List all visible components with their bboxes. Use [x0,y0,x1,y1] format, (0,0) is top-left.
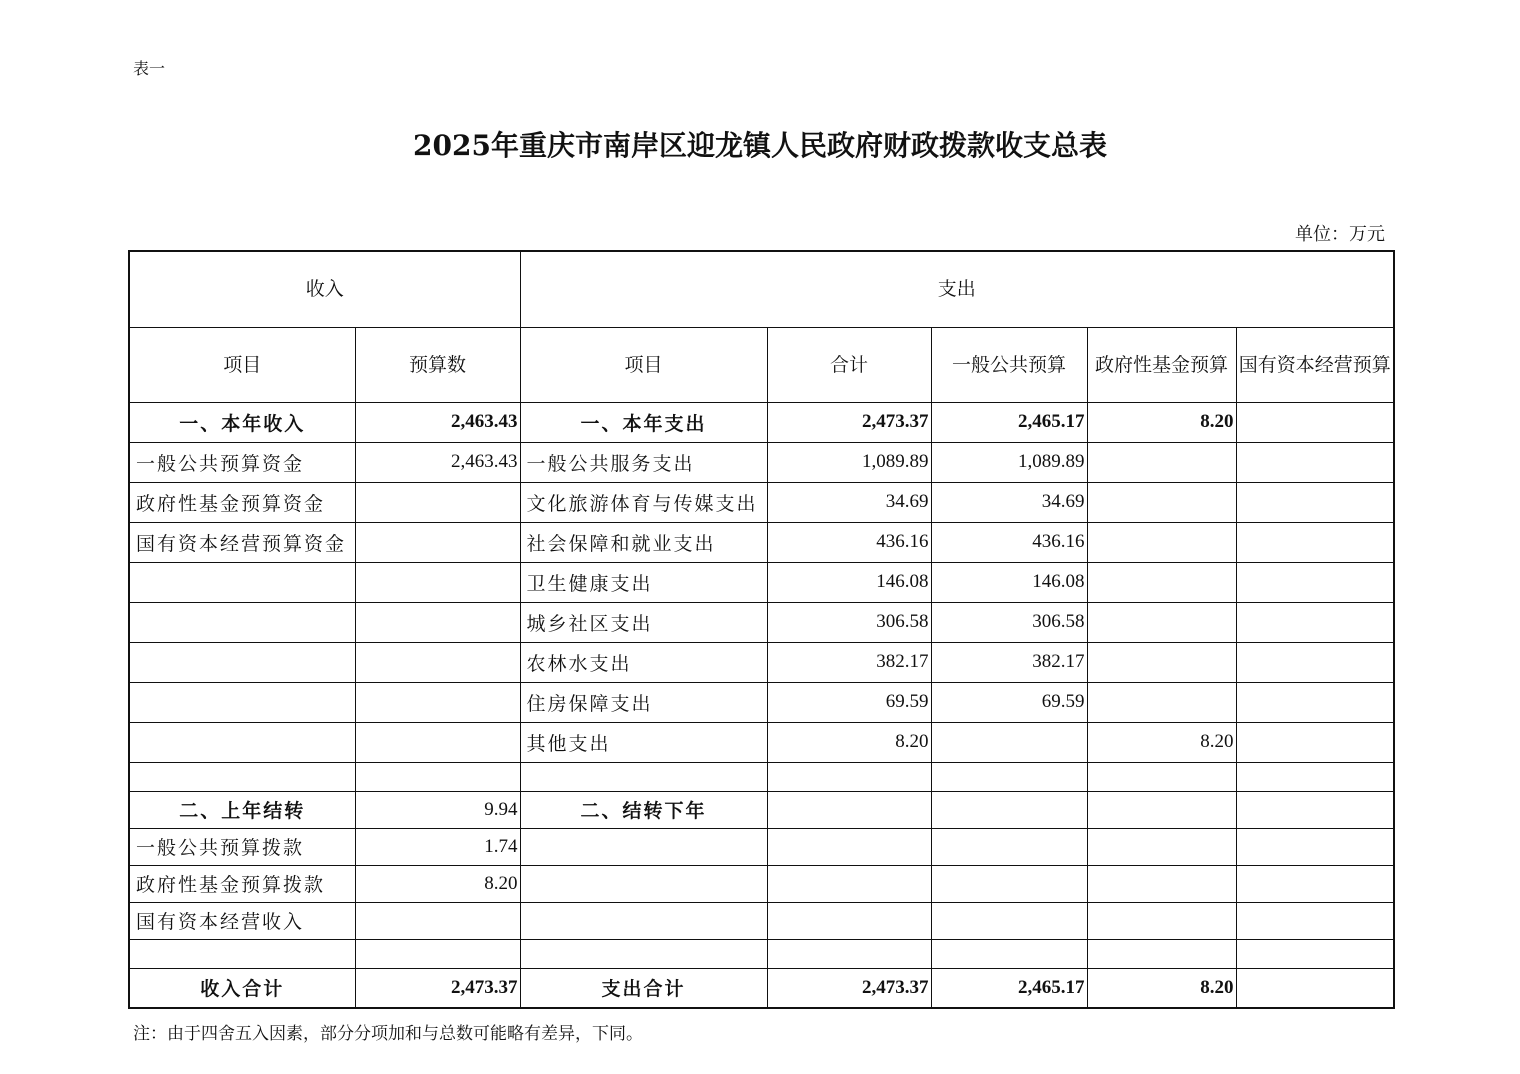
page-title: 2025年重庆市南岸区迎龙镇人民政府财政拨款收支总表 [413,129,1107,162]
expense-item-cell: 卫生健康支出 [520,562,767,602]
table-row [129,968,1394,1008]
expense-total-cell: 382.17 [767,642,931,682]
income-item-cell: 政府性基金预算拨款 [129,865,355,902]
table-row [129,791,1394,828]
expense-general-cell: 382.17 [931,642,1087,682]
income-item-cell: 国有资本经营预算资金 [129,522,355,562]
income-value-cell: 1.74 [355,828,520,865]
expense-fund-cell: 8.20 [1087,722,1236,762]
table-row [129,522,1394,562]
expense-fund-cell [1087,791,1236,828]
expense-total-cell: 1,089.89 [767,442,931,482]
table-label: 表一 [133,59,166,78]
expense-state-cell [1236,442,1394,482]
income-item-cell [129,562,355,602]
expense-total-cell [767,791,931,828]
expense-fund-cell [1087,828,1236,865]
table-row [129,722,1394,762]
expense-item-cell: 其他支出 [520,722,767,762]
expense-header: 支出 [520,251,1394,327]
expense-general-cell [931,722,1087,762]
expense-item-cell: 住房保障支出 [520,682,767,722]
expense-state-cell [1236,902,1394,939]
income-value-cell [355,602,520,642]
expense-general-cell: 2,465.17 [931,402,1087,442]
income-header: 收入 [129,251,520,327]
expense-general-cell [931,828,1087,865]
table-row [129,482,1394,522]
income-item-cell: 一般公共预算资金 [129,442,355,482]
expense-general-cell: 34.69 [931,482,1087,522]
expense-state-cell [1236,968,1394,1008]
income-value-cell: 2,463.43 [355,402,520,442]
table-row [129,762,1394,791]
expense-general-cell: 1,089.89 [931,442,1087,482]
income-item-cell: 国有资本经营收入 [129,902,355,939]
income-value-cell: 2,473.37 [355,968,520,1008]
income-item-cell [129,722,355,762]
unit-label: 单位：万元 [1295,224,1385,245]
income-item-cell [129,939,355,968]
expense-total-cell: 436.16 [767,522,931,562]
expense-fund-cell [1087,602,1236,642]
expense-total-cell: 2,473.37 [767,402,931,442]
expense-item-cell [520,902,767,939]
fund-budget-header: 政府性基金预算 [1087,327,1236,402]
income-item-cell: 收入合计 [129,968,355,1008]
expense-item-cell: 文化旅游体育与传媒支出 [520,482,767,522]
expense-item-cell: 一般公共服务支出 [520,442,767,482]
expense-fund-cell [1087,522,1236,562]
income-item-header: 项目 [129,327,355,402]
income-item-cell: 二、上年结转 [129,791,355,828]
expense-total-cell [767,939,931,968]
income-value-cell [355,522,520,562]
expense-item-cell: 支出合计 [520,968,767,1008]
expense-fund-cell [1087,682,1236,722]
budget-table [128,250,1395,1009]
income-value-cell [355,642,520,682]
table-row [129,562,1394,602]
table-row [129,682,1394,722]
expense-fund-cell [1087,939,1236,968]
expense-state-cell [1236,402,1394,442]
income-item-cell [129,762,355,791]
expense-fund-cell [1087,902,1236,939]
expense-state-cell [1236,562,1394,602]
expense-fund-cell [1087,762,1236,791]
income-value-cell [355,682,520,722]
expense-general-cell [931,791,1087,828]
expense-item-cell: 社会保障和就业支出 [520,522,767,562]
income-item-cell [129,682,355,722]
expense-state-cell [1236,865,1394,902]
income-item-cell: 一、本年收入 [129,402,355,442]
expense-item-cell [520,828,767,865]
expense-fund-cell: 8.20 [1087,402,1236,442]
expense-item-cell [520,939,767,968]
expense-state-cell [1236,939,1394,968]
income-value-cell: 9.94 [355,791,520,828]
expense-state-cell [1236,828,1394,865]
expense-state-cell [1236,642,1394,682]
expense-item-header: 项目 [520,327,767,402]
income-value-cell [355,482,520,522]
income-item-cell: 政府性基金预算资金 [129,482,355,522]
expense-item-cell: 城乡社区支出 [520,602,767,642]
expense-state-cell [1236,791,1394,828]
footnote: 注：由于四舍五入因素，部分分项加和与总数可能略有差异，下同。 [133,1024,643,1044]
expense-state-cell [1236,482,1394,522]
expense-total-cell: 146.08 [767,562,931,602]
expense-total-cell: 8.20 [767,722,931,762]
expense-general-cell [931,865,1087,902]
expense-fund-cell: 8.20 [1087,968,1236,1008]
general-budget-header: 一般公共预算 [931,327,1087,402]
table-row [129,939,1394,968]
table-row [129,602,1394,642]
expense-state-cell [1236,762,1394,791]
expense-total-cell: 2,473.37 [767,968,931,1008]
table-row [129,642,1394,682]
expense-state-cell [1236,682,1394,722]
income-value-cell: 2,463.43 [355,442,520,482]
header-row-sub [129,327,1394,402]
total-header: 合计 [767,327,931,402]
income-item-cell [129,642,355,682]
expense-total-cell [767,902,931,939]
income-value-cell [355,562,520,602]
expense-state-cell [1236,522,1394,562]
income-budget-header: 预算数 [355,327,520,402]
expense-fund-cell [1087,442,1236,482]
expense-item-cell: 一、本年支出 [520,402,767,442]
expense-total-cell: 306.58 [767,602,931,642]
expense-general-cell: 146.08 [931,562,1087,602]
expense-general-cell: 2,465.17 [931,968,1087,1008]
expense-fund-cell [1087,562,1236,602]
expense-total-cell [767,762,931,791]
expense-total-cell: 34.69 [767,482,931,522]
state-capital-header: 国有资本经营预算 [1236,327,1394,402]
expense-item-cell [520,865,767,902]
expense-general-cell [931,902,1087,939]
income-value-cell [355,722,520,762]
expense-fund-cell [1087,482,1236,522]
table-row [129,865,1394,902]
table-row [129,902,1394,939]
expense-fund-cell [1087,642,1236,682]
expense-general-cell: 69.59 [931,682,1087,722]
expense-general-cell: 306.58 [931,602,1087,642]
expense-item-cell: 农林水支出 [520,642,767,682]
table-row [129,402,1394,442]
expense-total-cell [767,828,931,865]
income-value-cell [355,762,520,791]
expense-state-cell [1236,722,1394,762]
expense-total-cell: 69.59 [767,682,931,722]
table-row [129,828,1394,865]
income-value-cell [355,939,520,968]
table-row [129,442,1394,482]
income-item-cell [129,602,355,642]
expense-general-cell [931,762,1087,791]
income-value-cell [355,902,520,939]
expense-fund-cell [1087,865,1236,902]
expense-state-cell [1236,602,1394,642]
expense-item-cell [520,762,767,791]
income-item-cell: 一般公共预算拨款 [129,828,355,865]
expense-general-cell: 436.16 [931,522,1087,562]
header-row-top [129,251,1394,327]
expense-general-cell [931,939,1087,968]
expense-item-cell: 二、结转下年 [520,791,767,828]
income-value-cell: 8.20 [355,865,520,902]
expense-total-cell [767,865,931,902]
